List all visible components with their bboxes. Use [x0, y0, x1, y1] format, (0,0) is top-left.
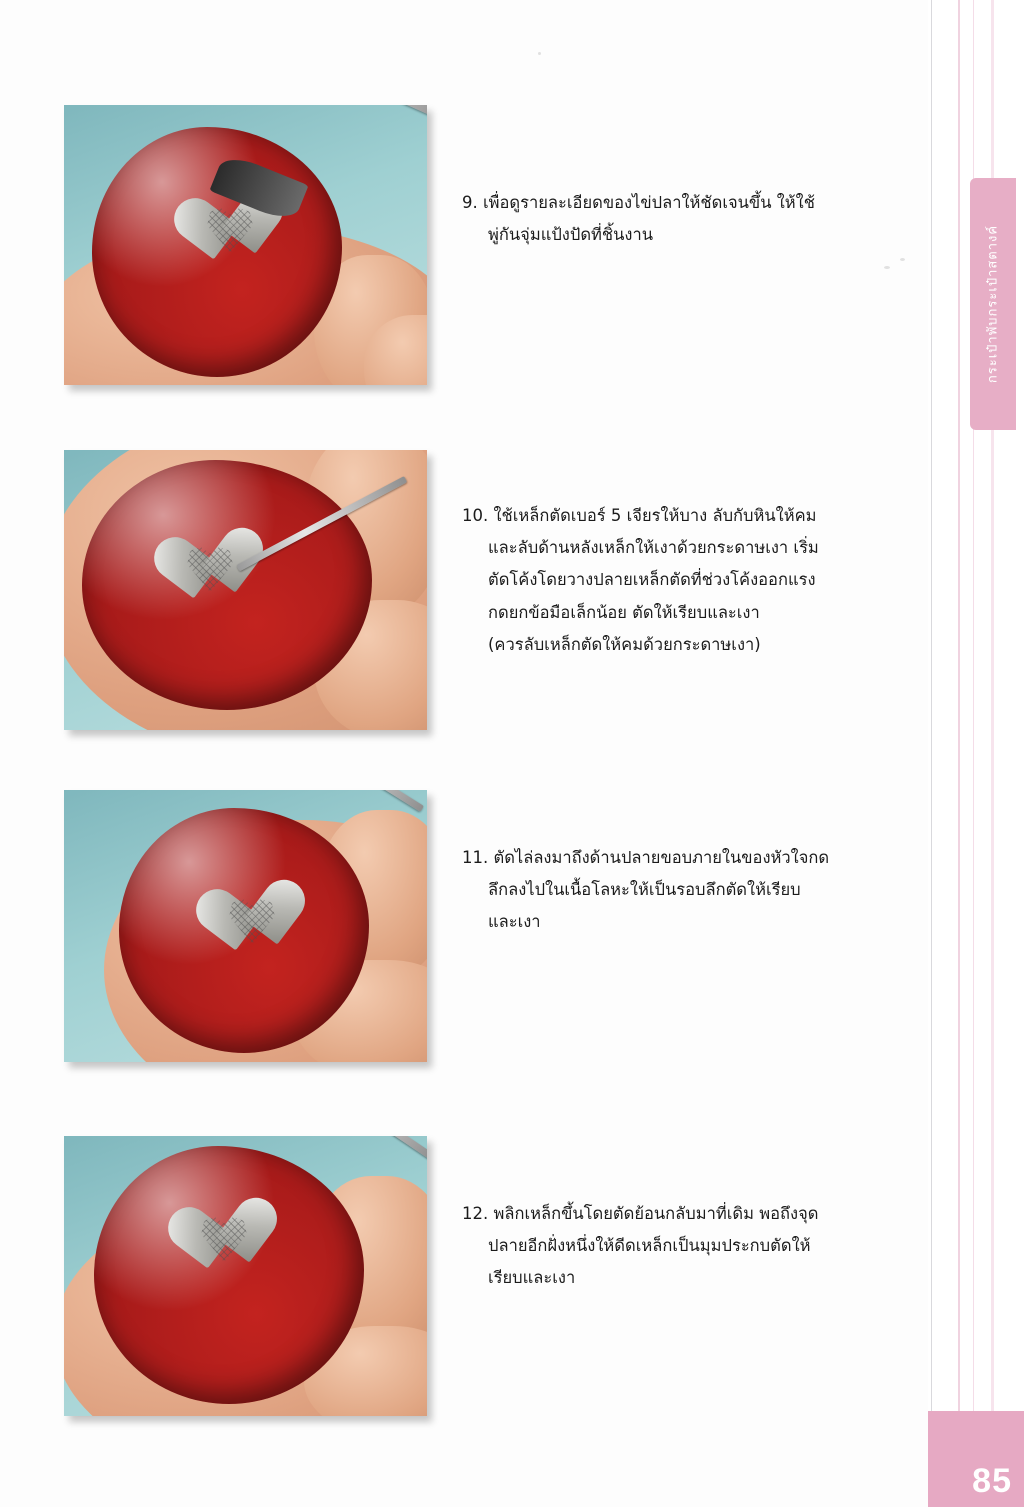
caption-line: (ควรลับเหล็กตัดให้คมด้วยกระดาษเงา): [488, 634, 761, 654]
chapter-side-tab: [970, 178, 1016, 430]
page-number: 85: [972, 1462, 1012, 1500]
caption-line: และเงา: [488, 912, 541, 932]
paper-speck: [900, 258, 905, 261]
caption-line: ตัดโค้งโดยวางปลายเหล็กตัดที่ช่วงโค้งออกแรง: [488, 570, 816, 590]
caption-line: เรียบและเงา: [488, 1268, 576, 1288]
caption-line: กดยกข้อมือเล็กน้อย ตัดให้เรียบและเงา: [488, 602, 760, 622]
step-caption-11: [462, 842, 892, 939]
caption-line: 9. เพื่อดูรายละเอียดของไข่ปลาให้ชัดเจนขึ้น ให้ใช้: [462, 193, 815, 212]
paper-speck: [884, 266, 890, 269]
caption-line: พู่กันจุ่มแป้งปัดที่ชิ้นงาน: [488, 225, 653, 245]
step-photo-12: [64, 1136, 427, 1416]
caption-line: และลับด้านหลังเหล็กให้เงาด้วยกระดาษเงา เริ่ม: [488, 538, 819, 558]
step-photo-11: [64, 790, 427, 1062]
caption-line: 10. ใช้เหล็กตัดเบอร์ 5 เจียรให้บาง ลับกับหินให้คม: [462, 506, 817, 525]
caption-line: ลึกลงไปในเนื้อโลหะให้เป็นรอบลึกตัดให้เรียบ: [488, 880, 801, 900]
chapter-side-tab-label: กระเป๋าพับกระเป๋าสตางค์: [985, 224, 1001, 384]
margin-rule-2: [958, 0, 960, 1507]
step-caption-9: [462, 187, 892, 251]
step-photo-9: [64, 105, 427, 385]
caption-line: 11. ตัดไล่ลงมาถึงด้านปลายขอบภายในของหัวใจกด: [462, 848, 830, 867]
step-photo-10: [64, 450, 427, 730]
caption-line: 12. พลิกเหล็กขึ้นโดยตัดย้อนกลับมาที่เดิม พอถึงจุด: [462, 1204, 819, 1223]
caption-line: ปลายอีกฝั่งหนึ่งให้ดีดเหล็กเป็นมุมประกบตัดให้: [488, 1236, 811, 1256]
margin-rule-1: [931, 0, 932, 1507]
step-caption-12: [462, 1198, 892, 1295]
page-number-block: [928, 1411, 1024, 1507]
step-caption-10: [462, 500, 892, 661]
paper-speck: [538, 52, 541, 55]
